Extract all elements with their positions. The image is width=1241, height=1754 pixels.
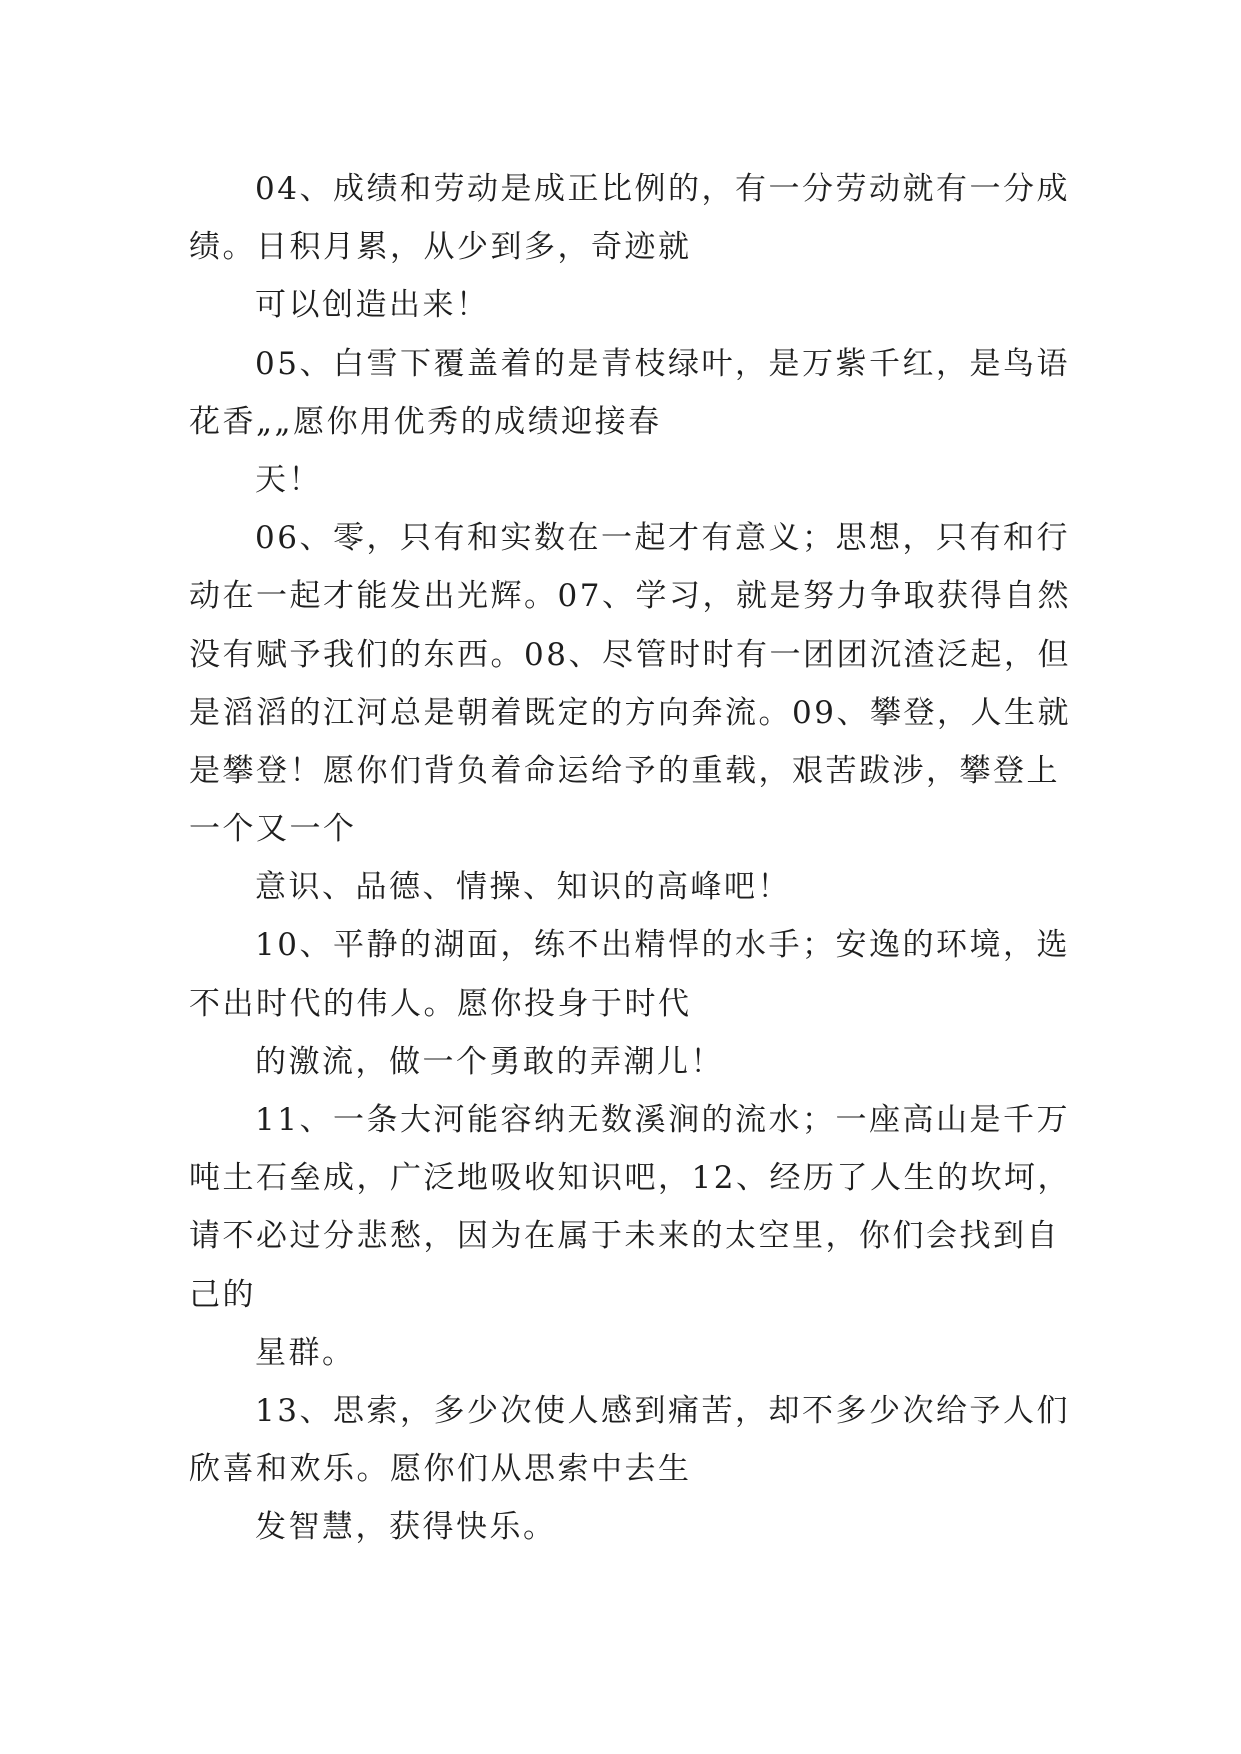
paragraph-line: 是攀登！愿你们背负着命运给予的重载，艰苦跋涉，攀登上 bbox=[189, 752, 1060, 789]
paragraph-line: 吨土石垒成，广泛地吸收知识吧，12、经历了人生的坎坷， bbox=[189, 1160, 1071, 1197]
paragraph-line: 04、成绩和劳动是成正比例的，有一分劳动就有一分成 bbox=[255, 171, 1070, 207]
paragraph-line: 欣喜和欢乐。愿你们从思索中去生 bbox=[189, 1451, 692, 1488]
paragraph-line: 绩。日积月累，从少到多，奇迹就 bbox=[189, 229, 692, 266]
paragraph-line: 请不必过分悲愁，因为在属于未来的太空里，你们会找到自 bbox=[189, 1218, 1060, 1255]
paragraph-line: 11、一条大河能容纳无数溪涧的流水；一座高山是千万 bbox=[255, 1102, 1070, 1138]
paragraph-line: 花香„„愿你用优秀的成绩迎接春 bbox=[189, 403, 662, 440]
paragraph-line: 发智慧，获得快乐。 bbox=[255, 1509, 557, 1546]
paragraph-line: 13、思索，多少次使人感到痛苦，却不多少次给予人们 bbox=[255, 1392, 1070, 1429]
paragraph-line: 的激流，做一个勇敢的弄潮儿！ bbox=[255, 1043, 724, 1080]
paragraph-line: 动在一起才能发出光辉。07、学习，就是努力争取获得自然 bbox=[189, 578, 1071, 615]
paragraph-line: 一个又一个 bbox=[189, 811, 357, 848]
paragraph-line: 天！ bbox=[255, 461, 322, 498]
paragraph-line: 不出时代的伟人。愿你投身于时代 bbox=[189, 985, 692, 1022]
paragraph-line: 没有赋予我们的东西。08、尽管时时有一团团沉渣泛起，但 bbox=[189, 636, 1071, 673]
document-body bbox=[189, 160, 1069, 1557]
paragraph-line: 05、白雪下覆盖着的是青枝绿叶，是万紫千红，是鸟语 bbox=[255, 345, 1070, 382]
paragraph-line: 星群。 bbox=[255, 1334, 356, 1371]
paragraph-line: 己的 bbox=[189, 1276, 256, 1313]
paragraph-line: 是滔滔的江河总是朝着既定的方向奔流。09、攀登，人生就 bbox=[189, 694, 1071, 731]
paragraph-line: 06、零，只有和实数在一起才有意义；思想，只有和行 bbox=[255, 520, 1070, 557]
paragraph-line: 意识、品德、情操、知识的高峰吧！ bbox=[255, 869, 791, 906]
paragraph-line: 10、平静的湖面，练不出精悍的水手；安逸的环境，选 bbox=[255, 927, 1070, 964]
paragraph-line: 可以创造出来！ bbox=[255, 287, 490, 324]
